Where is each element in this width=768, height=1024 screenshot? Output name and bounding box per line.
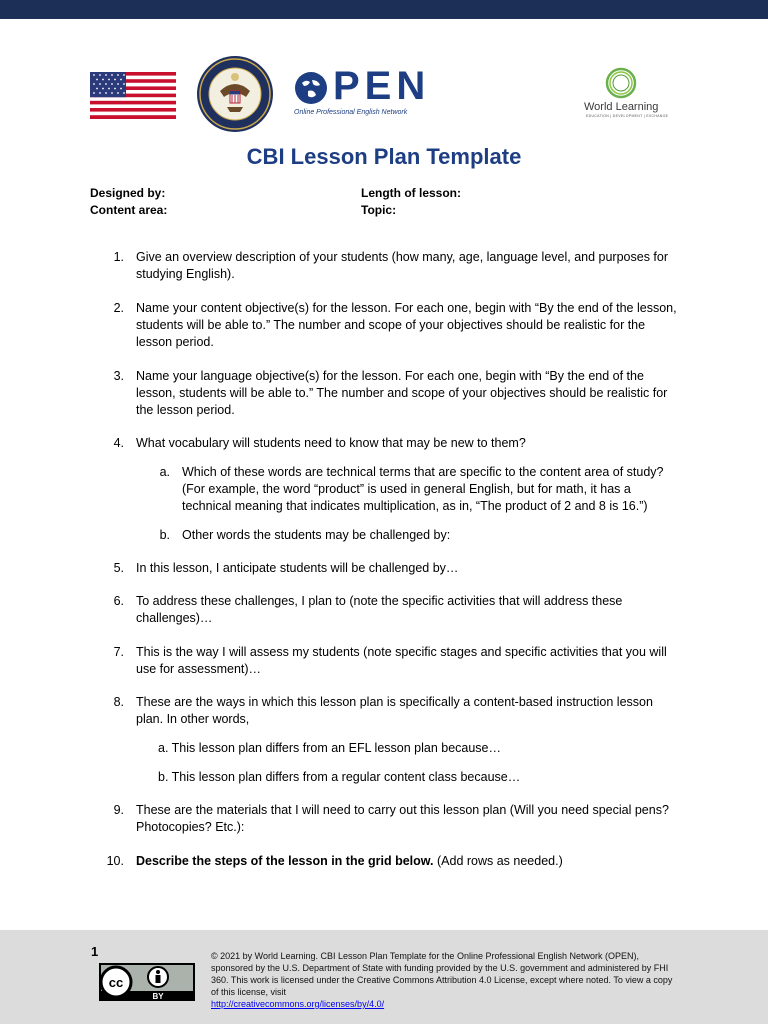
open-subtitle: Online Professional English Network bbox=[294, 109, 408, 116]
item-number: 1. bbox=[113, 250, 124, 264]
sub-item-letter: a. bbox=[159, 465, 170, 479]
item-number: 2. bbox=[113, 301, 124, 315]
length-of-lesson-label: Length of lesson: bbox=[361, 186, 461, 200]
department-of-state-seal-logo bbox=[196, 55, 274, 133]
item-number: 4. bbox=[113, 436, 124, 450]
cc-by-label: BY bbox=[152, 992, 164, 1001]
svg-text:cc: cc bbox=[108, 975, 124, 990]
item-text: What vocabulary will students need to know that may be new to them? bbox=[136, 436, 526, 450]
item-text bbox=[136, 853, 681, 870]
item-number: 8. bbox=[113, 695, 124, 709]
item-number: 6. bbox=[113, 594, 124, 608]
item-text: Name your content objective(s) for the lesson. For each one, begin with “By the end of the lesson, students will be able to.” The number and scope of your objectives should be realistic for the lesson period. bbox=[136, 301, 677, 349]
item-text: Name your language objective(s) for the lesson. For each one, begin with “By the end of the lesson, students will be able to.” The number and scope of your objectives should be realistic for the lesson period. bbox=[136, 369, 668, 417]
open-wordmark: PEN bbox=[333, 64, 431, 108]
page-number: 1 bbox=[91, 944, 99, 959]
sub-item-text: Which of these words are technical terms that are specific to the content area of study? (For example, the word “product” is used in general English, but for math, it has a technical meaning that indicates multiplication, as in, “The product of 2 and 8 is 16.”) bbox=[182, 465, 664, 513]
item-bold-text: Describe the steps of the lesson in the grid below. bbox=[136, 854, 434, 868]
item-text: These are the ways in which this lesson plan is specifically a content-based instruction lesson plan. In other words, bbox=[136, 695, 653, 726]
content-area-label: Content area: bbox=[90, 203, 168, 217]
item-number: 9. bbox=[113, 803, 124, 817]
item-number: 5. bbox=[113, 561, 124, 575]
world-learning-tagline: EDUCATION | DEVELOPMENT | EXCHANGE bbox=[586, 114, 669, 118]
designed-by-label: Designed by: bbox=[90, 186, 166, 200]
creative-commons-by-badge-icon bbox=[99, 963, 195, 1001]
world-learning-wordmark: World Learning bbox=[584, 101, 659, 113]
page-title: CBI Lesson Plan Template bbox=[246, 144, 522, 169]
item-number: 7. bbox=[113, 645, 124, 659]
sub-item-text: a. This lesson plan differs from an EFL lesson plan because… bbox=[158, 741, 502, 755]
topic-label: Topic: bbox=[361, 203, 397, 217]
open-globe-icon bbox=[294, 71, 328, 105]
item-text: This is the way I will assess my students (note specific stages and specific activities that you will use for assessment)… bbox=[136, 645, 667, 676]
sub-list-item bbox=[158, 769, 678, 786]
license-link[interactable]: http://creativecommons.org/licenses/by/4.0/ bbox=[211, 999, 385, 1009]
item-plain-text: (Add rows as needed.) bbox=[433, 854, 563, 868]
sub-item-text: b. This lesson plan differs from a regular content class because… bbox=[158, 770, 521, 784]
item-number: 3. bbox=[113, 369, 124, 383]
sub-list-item bbox=[158, 740, 678, 757]
world-learning-ring-icon bbox=[604, 66, 638, 100]
item-number: 10. bbox=[106, 854, 124, 868]
sub-item-text: Other words the students may be challenged by: bbox=[182, 528, 451, 542]
sub-item-letter: b. bbox=[159, 528, 170, 542]
item-text: Give an overview description of your students (how many, age, language level, and purposes for studying English). bbox=[136, 250, 669, 281]
license-statement: © 2021 by World Learning. CBI Lesson Plan Template for the Online Professional English Network (OPEN), sponsored by the U.S. Department of State with funding provided by the U.S. government and administered by FHI 360. This work is licensed under the Creative Commons Attribution 4.0 License, except where noted. To view a copy of this license, visit bbox=[211, 951, 673, 997]
item-text: These are the materials that I will need to carry out this lesson plan (Will you need special pens? Photocopies? Etc.): bbox=[136, 803, 669, 834]
top-bar bbox=[0, 0, 768, 19]
item-text: In this lesson, I anticipate students will be challenged by… bbox=[136, 561, 459, 575]
license-text bbox=[211, 950, 681, 1010]
item-text: To address these challenges, I plan to (note the specific activities that will address these challenges)… bbox=[136, 594, 623, 625]
us-flag-logo bbox=[90, 72, 176, 119]
